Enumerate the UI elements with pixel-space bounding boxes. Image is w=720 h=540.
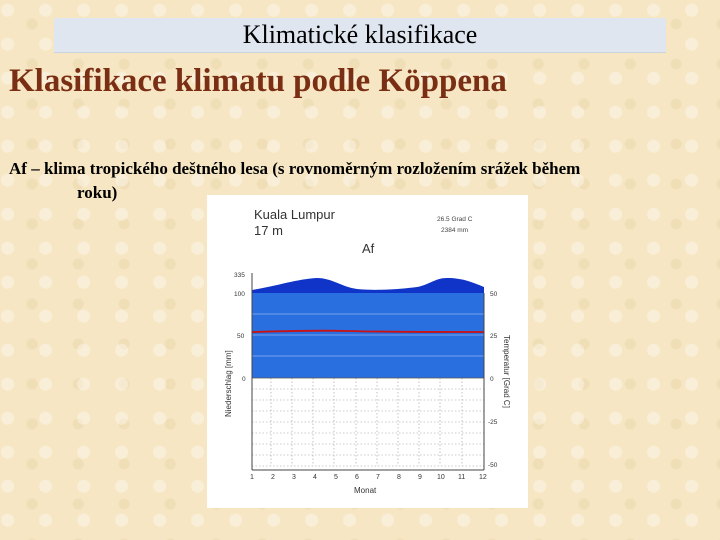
station-elevation: 17 m: [254, 223, 283, 238]
mean-temperature: 26.5 Grad C: [437, 216, 473, 223]
month-label: 1: [250, 474, 254, 481]
right-axis-title: Temperatur [Grad C]: [502, 335, 511, 408]
left-tick: 335: [234, 272, 245, 279]
month-label: 9: [418, 474, 422, 481]
left-tick: 0: [242, 376, 246, 383]
month-label: 10: [437, 474, 445, 481]
right-tick: 50: [490, 291, 498, 298]
right-tick: -50: [488, 462, 498, 469]
month-label: 12: [479, 474, 487, 481]
month-label: 8: [397, 474, 401, 481]
climate-diagram: [207, 195, 528, 508]
right-tick: 25: [490, 333, 498, 340]
slide-banner: [54, 18, 666, 53]
month-label: 4: [313, 474, 317, 481]
month-label: 6: [355, 474, 359, 481]
banner-title: Klimatické klasifikace: [242, 20, 478, 49]
lower-grid: [252, 378, 484, 466]
right-tick: -25: [488, 419, 498, 426]
precipitation-area: [252, 293, 484, 378]
climate-diagram-svg: [207, 195, 528, 508]
annual-precipitation: 2384 mm: [441, 227, 469, 234]
right-tick: 0: [490, 376, 494, 383]
month-labels: [250, 474, 487, 481]
description-line-1: Af – klima tropického deštného lesa (s rovnoměrným rozložením srážek během: [9, 159, 581, 178]
left-tick: 100: [234, 291, 245, 298]
climate-type-label: Af: [362, 241, 375, 256]
precipitation-peak-area: [252, 278, 484, 293]
month-label: 3: [292, 474, 296, 481]
slide-title: Klasifikace klimatu podle Köppena: [9, 63, 507, 99]
description-line-2: roku): [77, 183, 118, 202]
month-label: 5: [334, 474, 338, 481]
left-tick: 50: [237, 333, 245, 340]
station-name: Kuala Lumpur: [254, 207, 335, 222]
month-label: 2: [271, 474, 275, 481]
x-axis-title: Monat: [354, 486, 377, 495]
month-label: 11: [458, 474, 466, 481]
left-axis-title: Niederschlag [mm]: [224, 350, 233, 417]
month-label: 7: [376, 474, 380, 481]
